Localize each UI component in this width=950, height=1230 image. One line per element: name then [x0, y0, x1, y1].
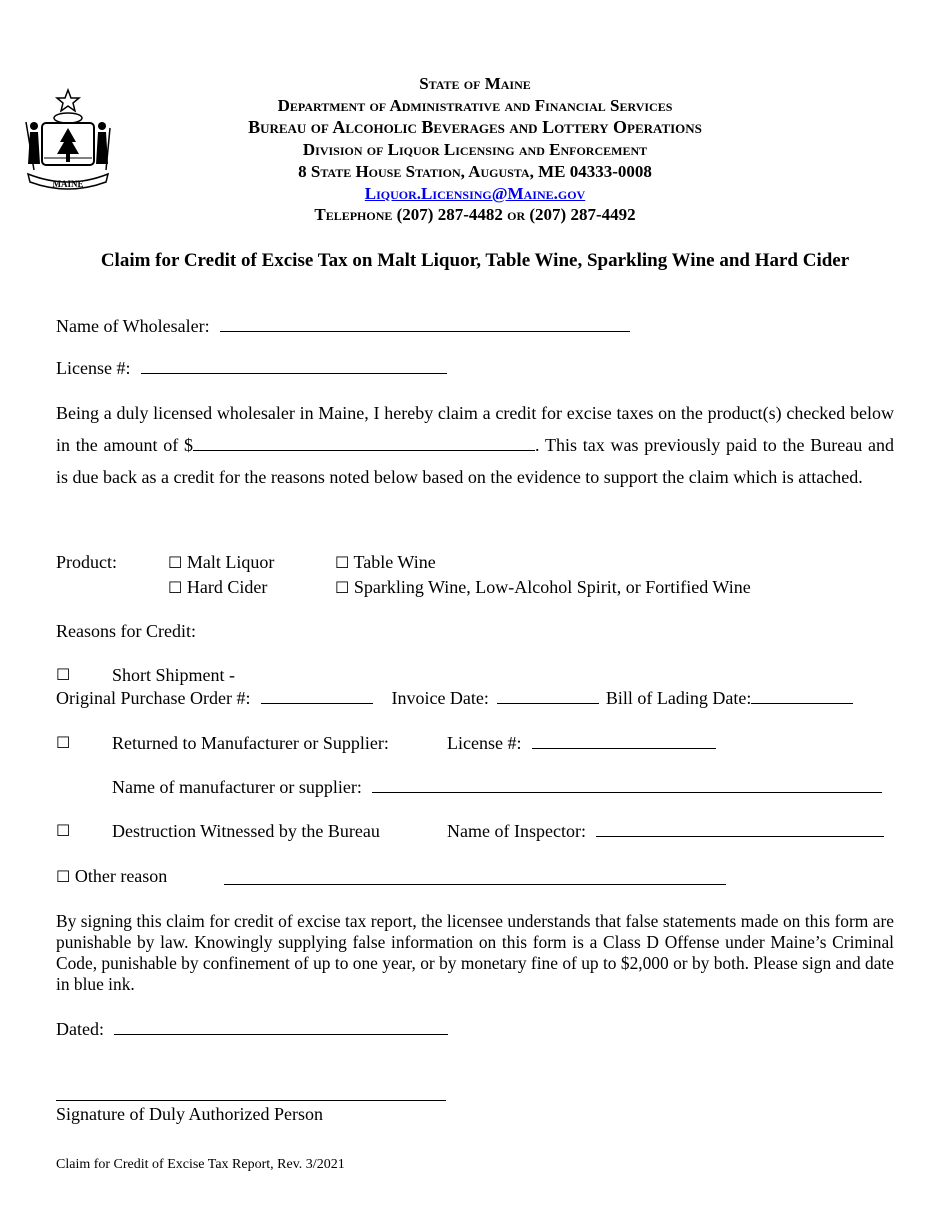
- checkbox[interactable]: ☐: [335, 553, 350, 572]
- header-state: State of Maine: [419, 74, 531, 93]
- other-reason-checkbox[interactable]: ☐: [56, 867, 71, 886]
- short-shipment-checkbox[interactable]: ☐: [56, 665, 71, 684]
- manufacturer-field[interactable]: [372, 778, 882, 793]
- checkbox[interactable]: ☐: [168, 553, 183, 572]
- dated-row: Dated:: [56, 1019, 448, 1040]
- reasons-label: Reasons for Credit:: [56, 621, 196, 641]
- amount-field[interactable]: [193, 436, 535, 451]
- signature-label: Signature of Duly Authorized Person: [56, 1104, 323, 1124]
- po-field[interactable]: [261, 689, 373, 704]
- header-address: 8 State House Station, Augusta, ME 04333-0008: [298, 162, 652, 181]
- returned-label: Returned to Manufacturer or Supplier:: [112, 733, 389, 753]
- invoice-date-field[interactable]: [497, 689, 599, 704]
- other-reason-row: ☐ Other reason: [56, 866, 168, 886]
- product-option-hard-cider[interactable]: ☐ Hard Cider: [168, 577, 268, 597]
- manufacturer-row: Name of manufacturer or supplier:: [112, 777, 882, 798]
- inspector-row: Name of Inspector:: [447, 821, 884, 842]
- claim-statement: Being a duly licensed wholesaler in Maine, I hereby claim a credit for excise taxes on the product(s) checked below in the amount of $ . This tax was previously paid to the Bureau and is due back as a credit for the reasons noted below based on the evidence to support the claim which is attached.: [56, 403, 894, 487]
- shipment-details-row: Original Purchase Order #: Invoice Date: Bill of Lading Date:: [56, 688, 853, 709]
- license-row: [56, 358, 447, 379]
- svg-text:MAINE: MAINE: [52, 179, 84, 189]
- checkbox[interactable]: ☐: [168, 578, 183, 597]
- product-label: Product:: [56, 552, 117, 572]
- dated-field[interactable]: [114, 1020, 448, 1035]
- product-option-table-wine[interactable]: ☐ Table Wine: [335, 552, 436, 572]
- header-department: Department of Administrative and Financial Services: [277, 96, 673, 115]
- product-option-sparkling-wine[interactable]: ☐ Sparkling Wine, Low-Alcohol Spirit, or Fortified Wine: [335, 577, 751, 597]
- product-option-malt-liquor[interactable]: ☐ Malt Liquor: [168, 552, 275, 572]
- disclaimer-text: By signing this claim for credit of excise tax report, the licensee understands that false statements made on this form are punishable by law. Knowingly supplying false information on this form is a Class D Offense under Maine’s Criminal Code, punishable by confinement of up to one year, or by monetary fine of up to $2,000 or by both. Please sign and date in blue ink.: [56, 911, 894, 994]
- inspector-field[interactable]: [596, 822, 884, 837]
- header-bureau: Bureau of Alcoholic Beverages and Lottery Operations: [248, 117, 702, 137]
- wholesaler-row: [56, 316, 630, 337]
- header-telephone: Telephone (207) 287-4482 or (207) 287-4492: [314, 205, 636, 224]
- returned-license-row: License #:: [447, 733, 716, 754]
- signature-line[interactable]: [56, 1100, 446, 1101]
- form-title: Claim for Credit of Excise Tax on Malt Liquor, Table Wine, Sparkling Wine and Hard Cider: [100, 250, 850, 271]
- returned-checkbox[interactable]: ☐: [56, 733, 71, 752]
- returned-license-field[interactable]: [532, 734, 716, 749]
- email-link[interactable]: Liquor.Licensing@Maine.gov: [364, 184, 586, 203]
- license-label: License #:: [56, 358, 131, 378]
- bol-date-field[interactable]: [751, 689, 853, 704]
- header-division: Division of Liquor Licensing and Enforcement: [302, 140, 648, 159]
- destruction-checkbox[interactable]: ☐: [56, 821, 71, 840]
- other-reason-field[interactable]: [224, 870, 726, 885]
- short-shipment-label: Short Shipment -: [112, 665, 236, 685]
- license-field[interactable]: [141, 359, 447, 374]
- checkbox[interactable]: ☐: [335, 578, 350, 597]
- wholesaler-label: Name of Wholesaler:: [56, 316, 210, 336]
- footer-revision: Claim for Credit of Excise Tax Report, Rev. 3/2021: [56, 1157, 345, 1172]
- destruction-label: Destruction Witnessed by the Bureau: [112, 821, 380, 841]
- wholesaler-field[interactable]: [220, 317, 630, 332]
